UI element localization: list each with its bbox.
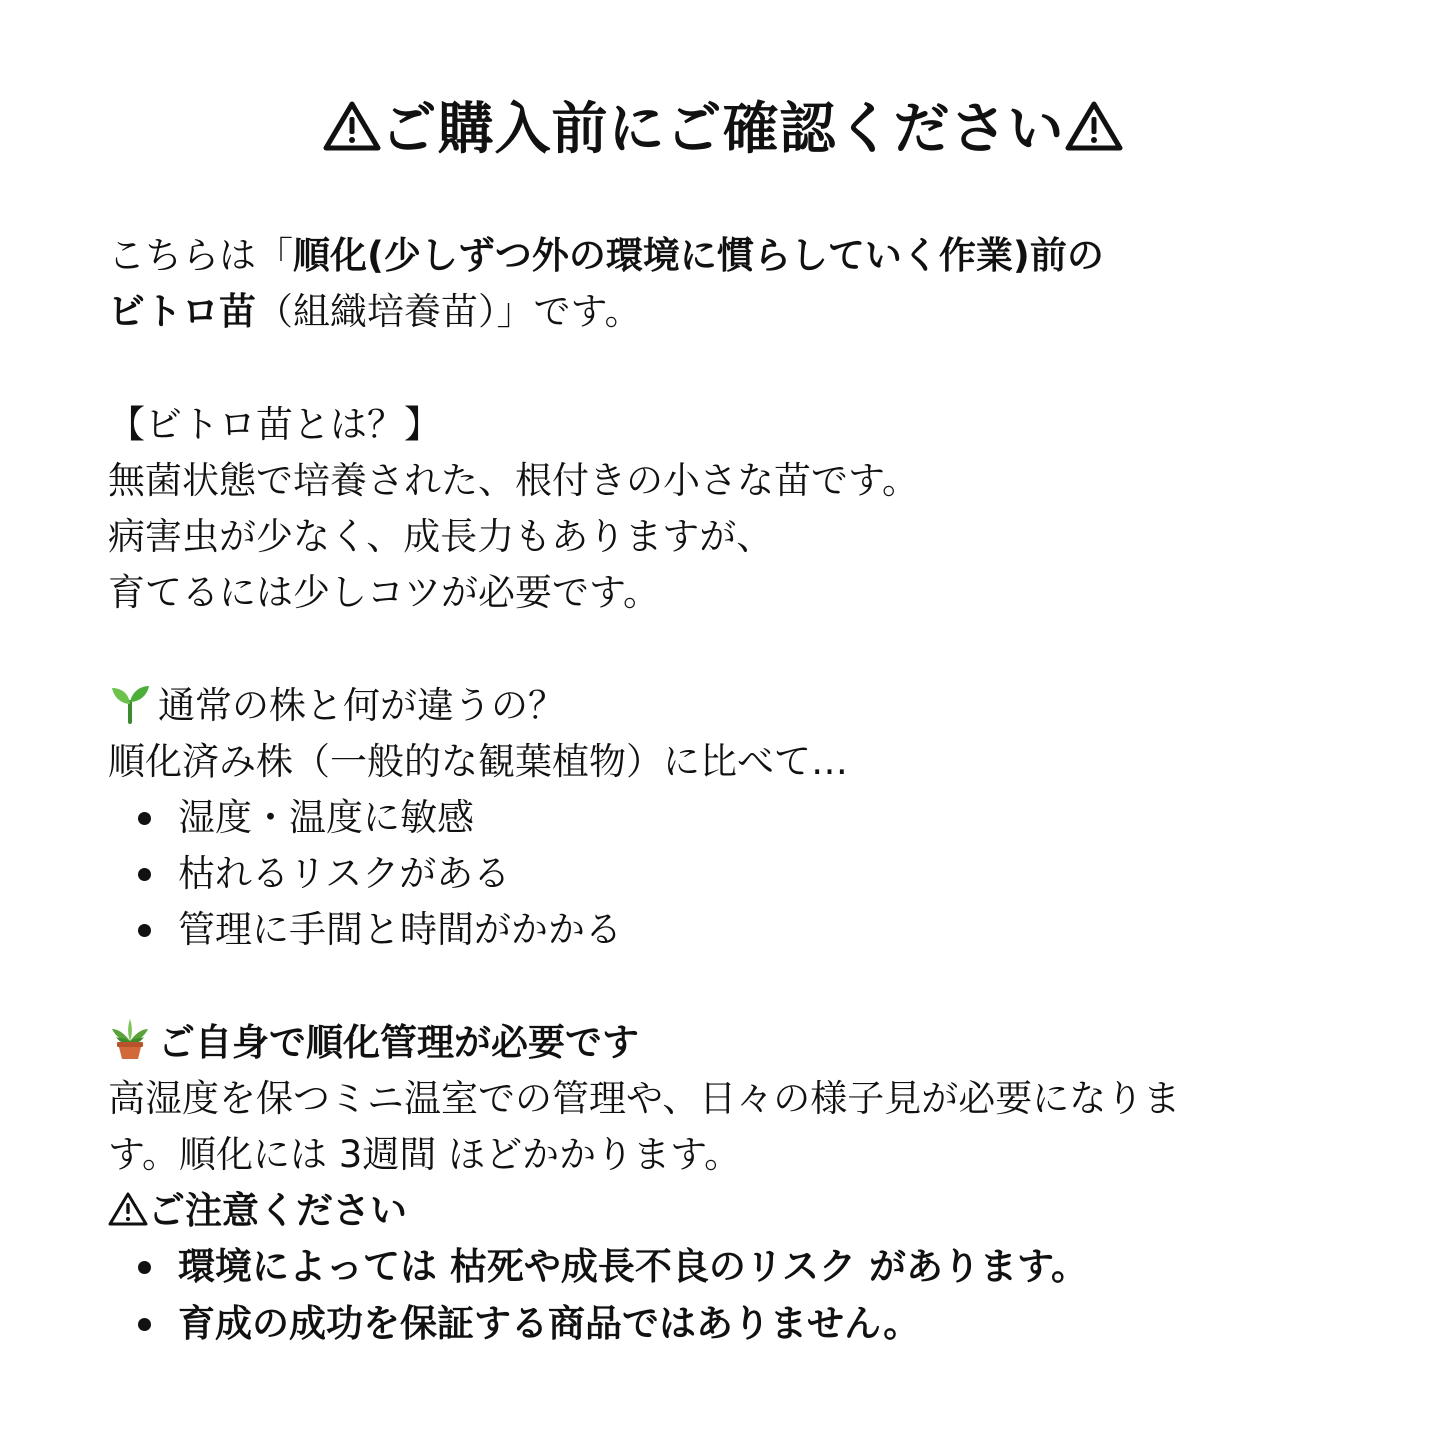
- page-title: [0, 92, 1445, 168]
- intro-text: こちらは「: [108, 234, 293, 277]
- acclimation-heading: ご自身で順化管理が必要です: [158, 1020, 639, 1064]
- page-title-text: ご購入前にご確認ください: [380, 97, 1065, 162]
- spacer: [108, 621, 1348, 677]
- intro-line-2: [108, 284, 1348, 340]
- difference-lead: 順化済み株（一般的な観葉植物）に比べて…: [108, 739, 848, 783]
- list-item: [108, 790, 1348, 846]
- spacer: [108, 340, 1348, 396]
- intro-line-1: [108, 228, 1348, 284]
- acclimation-line-1: 高湿度を保つミニ温室での管理や、日々の様子見が必要になりま: [108, 1076, 1181, 1120]
- vitro-line-1: 無菌状態で培養された、根付きの小さな苗です。: [108, 458, 920, 502]
- list-item-text: 環境によっては 枯死や成長不良のリスク があります。: [178, 1245, 1089, 1289]
- warning-icon: [1065, 100, 1123, 152]
- caution-heading-row: [108, 1183, 1348, 1239]
- list-item: [108, 846, 1348, 902]
- acclimation-heading-row: [108, 1015, 1348, 1071]
- caution-heading: ご注意ください: [148, 1189, 407, 1233]
- warning-icon: [108, 1191, 148, 1227]
- intro-bold-text: 順化(少しずつ外の環境に慣らしていく作業)前の: [293, 234, 1104, 277]
- bullet-dot: [138, 1261, 151, 1274]
- potted-plant-icon: [108, 1017, 152, 1061]
- list-item: [108, 1239, 1348, 1295]
- sprout-icon: [108, 680, 152, 724]
- bullet-dot: [138, 1318, 151, 1331]
- intro-text: （組織培養苗）」です。: [256, 290, 642, 334]
- spacer: [108, 958, 1348, 1014]
- bullet-dot: [138, 868, 151, 881]
- vitro-line-3: 育てるには少しコツが必要です。: [108, 571, 661, 615]
- bullet-dot: [138, 924, 151, 937]
- list-item-text: 育成の成功を保証する商品ではありません。: [178, 1301, 921, 1345]
- bullet-dot: [138, 812, 151, 825]
- list-item: [108, 1296, 1348, 1352]
- notice-body: [108, 228, 1348, 1352]
- difference-heading-row: [108, 678, 1348, 734]
- acclimation-line-2: す。順化には 3週間 ほどかかります。: [108, 1133, 742, 1176]
- difference-list: [108, 790, 1348, 959]
- list-item: [108, 902, 1348, 958]
- caution-list: [108, 1239, 1348, 1351]
- vitro-seedling-term: ビトロ苗: [108, 290, 256, 334]
- warning-icon: [323, 100, 381, 152]
- difference-heading: 通常の株と何が違うの？: [158, 683, 565, 727]
- list-item-text: 湿度・温度に敏感: [178, 795, 474, 839]
- list-item-text: 枯れるリスクがある: [178, 852, 511, 896]
- vitro-heading: 【ビトロ苗とは？】: [108, 402, 441, 446]
- vitro-line-2: 病害虫が少なく、成長力もありますが、: [108, 514, 774, 558]
- list-item-text: 管理に手間と時間がかかる: [178, 908, 622, 952]
